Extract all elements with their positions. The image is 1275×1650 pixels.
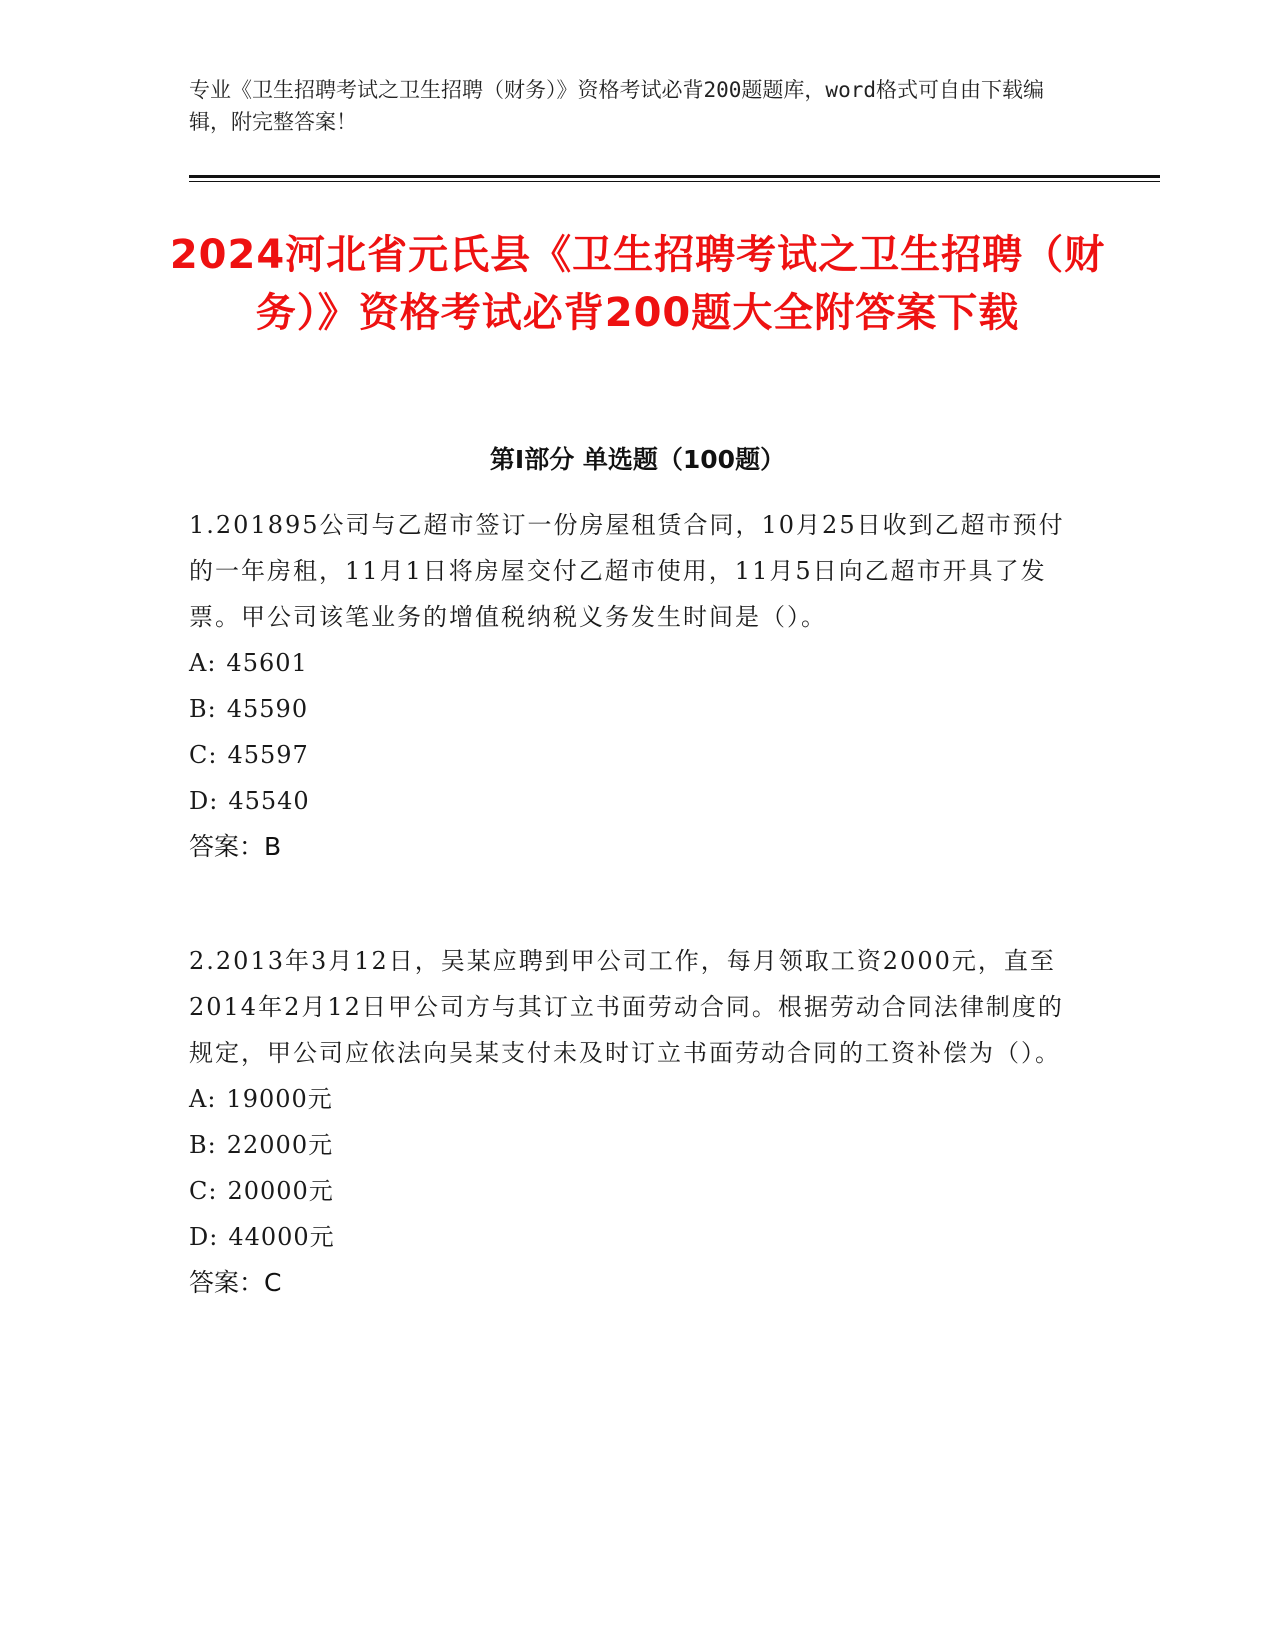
- option-letter: C:: [189, 1177, 218, 1205]
- option-text: 45597: [227, 741, 309, 769]
- option-c: [189, 732, 1089, 778]
- option-letter: D:: [189, 787, 219, 815]
- option-a: [189, 640, 1089, 686]
- option-b: [189, 1122, 1089, 1168]
- option-b: [189, 686, 1089, 732]
- option-letter: D:: [189, 1223, 219, 1251]
- option-letter: A:: [189, 1085, 217, 1113]
- option-list: [189, 1076, 1089, 1260]
- answer-line: 答案：B: [189, 832, 282, 861]
- option-letter: B:: [189, 695, 217, 723]
- option-text: 45601: [226, 649, 308, 677]
- option-a: [189, 1076, 1089, 1122]
- option-text: 45540: [228, 787, 310, 815]
- option-d: [189, 1214, 1089, 1260]
- document-title: 2024河北省元氏县《卫生招聘考试之卫生招聘（财务）》资格考试必背200题大全附答案下载: [169, 232, 1106, 336]
- header-divider-thin: [189, 181, 1160, 182]
- option-list: [189, 640, 1089, 824]
- option-text: 44000元: [228, 1223, 335, 1251]
- option-letter: C:: [189, 741, 218, 769]
- header-note: 专业《卫生招聘考试之卫生招聘（财务）》资格考试必背200题题库，word格式可自由下载编辑，附完整答案！: [189, 78, 1044, 134]
- option-letter: A:: [189, 649, 217, 677]
- answer-line: 答案：C: [189, 1268, 282, 1297]
- option-c: [189, 1168, 1089, 1214]
- question-stem: 2.2013年3月12日，吴某应聘到甲公司工作，每月领取工资2000元，直至2014年2月12日甲公司方与其订立书面劳动合同。根据劳动合同法律制度的规定，甲公司应依法向吴某支付未及时订立书面劳动合同的工资补偿为（）。: [189, 947, 1064, 1067]
- option-text: 19000元: [226, 1085, 333, 1113]
- option-text: 20000元: [227, 1177, 334, 1205]
- section-heading: 第I部分 单选题（100题）: [489, 445, 786, 474]
- question-stem: 1.201895公司与乙超市签订一份房屋租赁合同，10月25日收到乙超市预付的一年房租，11月1日将房屋交付乙超市使用，11月5日向乙超市开具了发票。甲公司该笔业务的增值税纳税义务发生时间是（）。: [189, 511, 1065, 631]
- option-text: 22000元: [226, 1131, 334, 1159]
- option-d: [189, 778, 1089, 824]
- option-text: 45590: [226, 695, 309, 723]
- question-2: [189, 938, 1089, 1306]
- header-divider-thick: [189, 175, 1160, 178]
- question-1: [189, 502, 1089, 870]
- option-letter: B:: [189, 1131, 217, 1159]
